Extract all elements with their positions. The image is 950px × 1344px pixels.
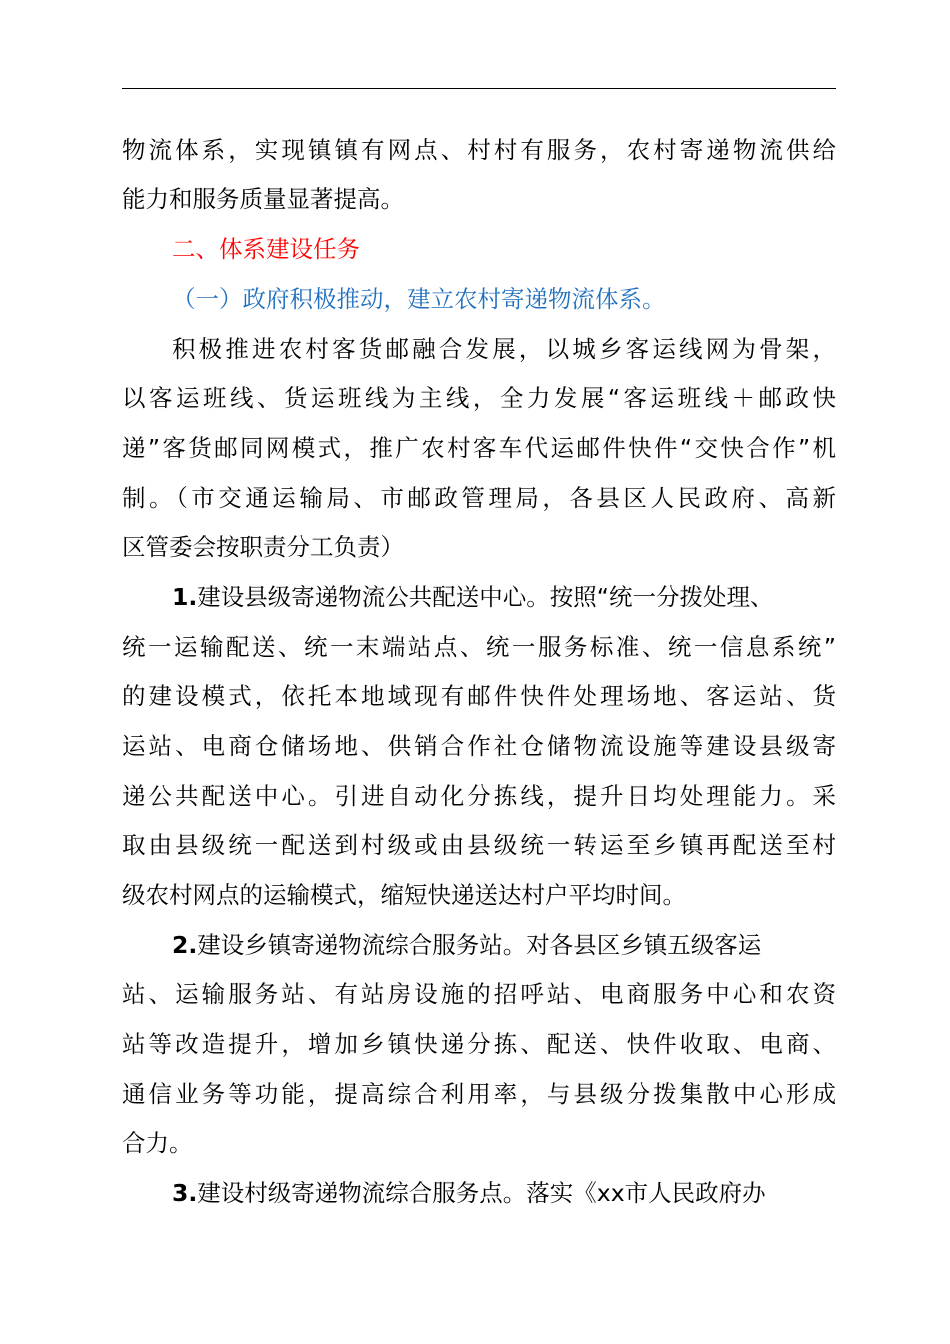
item-number: 3. <box>172 1179 198 1207</box>
item-3-line <box>172 1173 836 1213</box>
item-number: 2. <box>172 931 198 959</box>
body-line: 递公共配送中心。引进自动化分拣线，提升日均处理能力。采 <box>122 782 836 810</box>
body-line: 的建设模式，依托本地域现有邮件快件处理场地、客运站、货 <box>122 682 836 710</box>
body-line: 运站、电商仓储场地、供销合作社仓储物流设施等建设县级寄 <box>122 732 836 760</box>
body-line: 积极推进农村客货邮融合发展，以城乡客运线网为骨架， <box>172 335 836 363</box>
subsection-heading: （一）政府积极推动，建立农村寄递物流体系。 <box>172 285 666 313</box>
item-text: 建设乡镇寄递物流综合服务站。对各县区乡镇五级客运 <box>197 931 762 959</box>
body-line: 通信业务等功能，提高综合利用率，与县级分拨集散中心形成 <box>122 1080 836 1108</box>
item-2-line <box>172 925 836 965</box>
body-line: 统一运输配送、统一末端站点、统一服务标准、统一信息系统” <box>122 633 836 661</box>
body-line: 制。（市交通运输局、市邮政管理局，各县区人民政府、高新 <box>122 484 836 512</box>
body-line: 合力。 <box>122 1129 193 1157</box>
item-text: 建设县级寄递物流公共配送中心。按照“统一分拨处理、 <box>197 583 774 611</box>
body-line: 取由县级统一配送到村级或由县级统一转运至乡镇再配送至村 <box>122 831 836 859</box>
body-line: 站等改造提升，增加乡镇快递分拣、配送、快件收取、电商、 <box>122 1030 836 1058</box>
body-line: 能力和服务质量显著提高。 <box>122 185 404 213</box>
body-line: 级农村网点的运输模式，缩短快递送达村户平均时间。 <box>122 881 686 909</box>
body-line: 物流体系，实现镇镇有网点、村村有服务，农村寄递物流供给 <box>122 136 836 164</box>
body-line: 站、运输服务站、有站房设施的招呼站、电商服务中心和农资 <box>122 980 836 1008</box>
item-number: 1. <box>172 583 198 611</box>
body-line: 递”客货邮同网模式，推广农村客车代运邮件快件“交快合作”机 <box>122 434 836 462</box>
body-line: 区管委会按职责分工负责） <box>122 533 404 561</box>
item-1-line <box>172 577 836 617</box>
item-text: 建设村级寄递物流综合服务点。落实《xx市人民政府办 <box>197 1179 766 1207</box>
header-rule <box>122 88 836 89</box>
section-heading: 二、体系建设任务 <box>172 235 360 263</box>
body-line: 以客运班线、货运班线为主线，全力发展“客运班线＋邮政快 <box>122 384 836 412</box>
